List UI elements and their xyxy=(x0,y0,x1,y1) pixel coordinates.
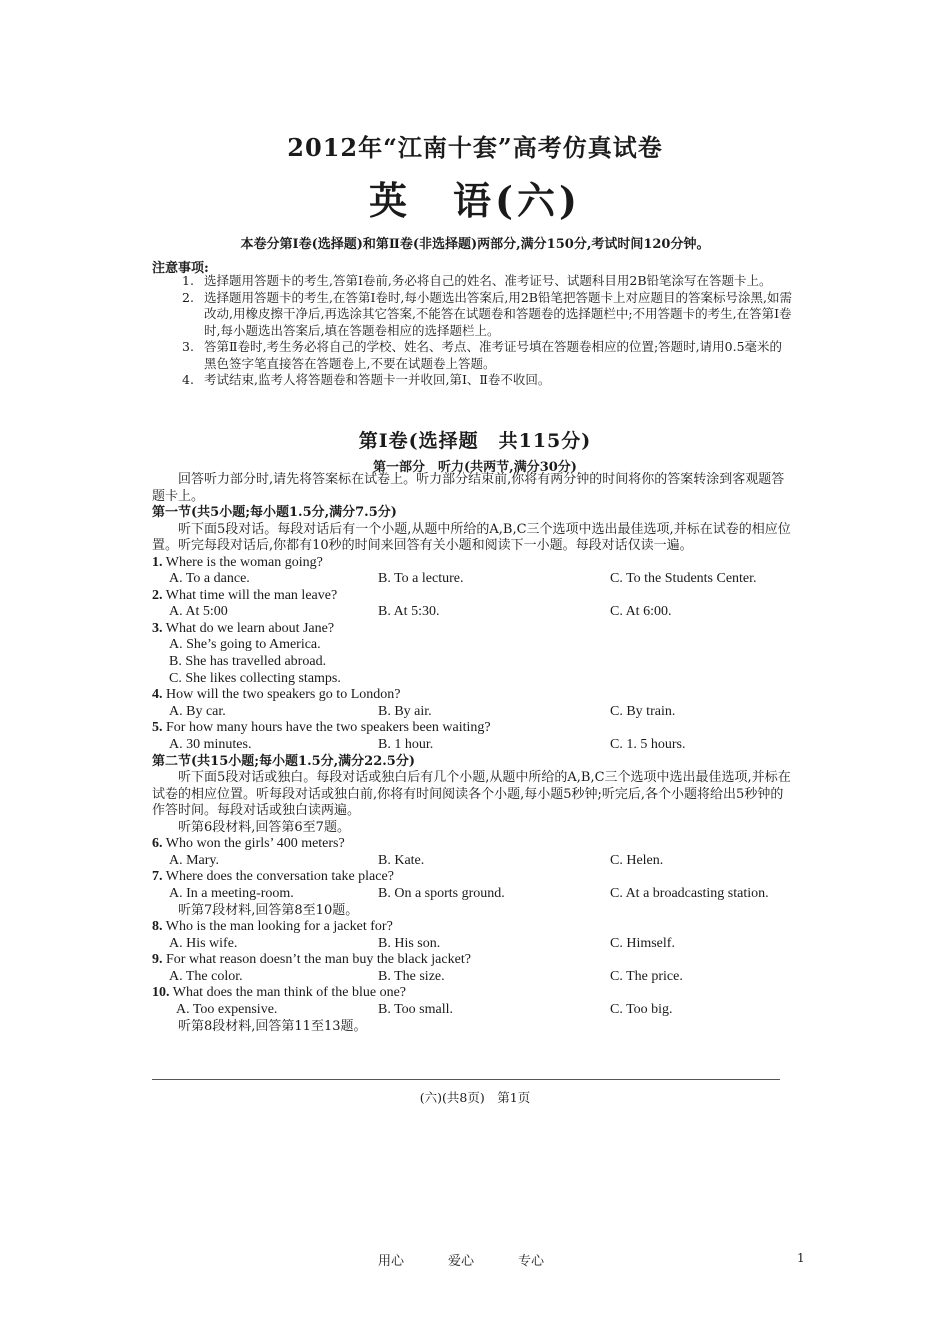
note-number: 3. xyxy=(182,339,194,354)
question-number: 2. xyxy=(152,587,163,603)
option-c: C. By train. xyxy=(610,703,676,719)
option-b: B. By air. xyxy=(378,703,432,719)
footer-divider xyxy=(152,1079,780,1080)
note-text: 答第Ⅱ卷时,考生务必将自己的学校、姓名、考点、准考证号填在答题卷相应的位置;答题时,请用0.5毫米的黑色签字笔直接答在答题卷上,不要在试题卷上答题。 xyxy=(204,339,783,371)
option-c: C. At 6:00. xyxy=(610,604,672,620)
options-7 xyxy=(152,886,794,903)
option-a: A. To a dance. xyxy=(169,571,250,587)
question-number: 4. xyxy=(152,687,163,703)
option-c: C. Himself. xyxy=(610,935,675,951)
options-4 xyxy=(152,704,794,721)
options-2 xyxy=(152,604,794,621)
option-c: C. Helen. xyxy=(610,852,664,868)
question-number: 5. xyxy=(152,720,163,736)
option-b: B. She has travelled abroad. xyxy=(169,654,327,670)
question-number: 9. xyxy=(152,952,163,968)
question-number: 10. xyxy=(152,985,170,1001)
option-b: B. At 5:30. xyxy=(378,604,440,620)
footer-slogan xyxy=(378,1250,588,1269)
options-1 xyxy=(152,571,794,588)
note-number: 2. xyxy=(182,289,194,305)
section-1-intro: 听下面5段对话。每段对话后有一个小题,从题中所给的A,B,C三个选项中选出最佳选项,并标在试卷的相应位置。听完每段对话后,你都有10秒的时间来回答有关小题和阅读下一小题。每段对话仅读一遍。 xyxy=(152,521,791,553)
note-text: 选择题用答题卡的考生,答第Ⅰ卷前,务必将自己的姓名、准考证号、试题科目用2B铅笔涂写在答题卡上。 xyxy=(204,273,772,288)
question-number: 1. xyxy=(152,554,163,570)
option-a: A. 30 minutes. xyxy=(169,737,252,753)
question-8 xyxy=(152,919,794,936)
question-1 xyxy=(152,555,794,572)
option-a: A. In a meeting-room. xyxy=(169,885,294,901)
footer-word: 用心 xyxy=(378,1254,405,1269)
note-item xyxy=(182,372,794,389)
option-c: C. 1. 5 hours. xyxy=(610,737,686,753)
exam-title: 2012年“江南十套”高考仿真试卷 xyxy=(287,133,663,162)
page-number: 1 xyxy=(797,1251,805,1265)
notes-list xyxy=(182,273,794,389)
option-c: C. She likes collecting stamps. xyxy=(169,670,341,686)
note-item xyxy=(182,339,794,372)
option-c: C. To the Students Center. xyxy=(610,571,757,587)
option-a: A. Too expensive. xyxy=(176,1001,278,1017)
options-10 xyxy=(152,1002,794,1019)
question-number: 3. xyxy=(152,620,163,636)
question-text: What does the man think of the blue one? xyxy=(172,985,407,1001)
note-item xyxy=(182,290,794,340)
note-number: 1. xyxy=(182,273,194,288)
option-a: A. His wife. xyxy=(169,935,238,951)
option-b: B. On a sports ground. xyxy=(378,885,505,901)
listening-intro: 回答听力部分时,请先将答案标在试卷上。听力部分结束前,你将有两分钟的时间将你的答案转涂到客观题答题卡上。 xyxy=(152,472,785,504)
notes-title: 注意事项: xyxy=(152,261,209,276)
listening-body xyxy=(152,472,794,1035)
question-text: How will the two speakers go to London? xyxy=(166,687,401,703)
exam-subject: 英 语(六) xyxy=(369,178,581,223)
question-number: 8. xyxy=(152,919,163,934)
question-text: Where is the woman going? xyxy=(165,554,323,570)
options-6 xyxy=(152,853,794,870)
note-text: 选择题用答题卡的考生,在答第Ⅰ卷时,每小题选出答案后,用2B铅笔把答题卡上对应题目的答案标号涂黑,如需改动,用橡皮擦干净后,再选涂其它答案,不能答在试题卷和答题卷的选择题栏中;不用答题卡的考生,在答第Ⅰ卷时,每小题选出答案后,填在答题卷相应的选择题栏上。 xyxy=(204,289,792,338)
question-text: Where does the conversation take place? xyxy=(165,869,394,885)
options-5 xyxy=(152,737,794,754)
question-4 xyxy=(152,687,794,704)
question-10 xyxy=(152,985,794,1002)
material-6-note: 听第6段材料,回答第6至7题。 xyxy=(178,819,350,835)
question-9 xyxy=(152,952,794,969)
question-text: Who won the girls’ 400 meters? xyxy=(165,836,345,852)
question-6 xyxy=(152,836,794,853)
question-text: For what reason doesn’t the man buy the black jacket? xyxy=(166,952,471,968)
material-8-note: 听第8段材料,回答第11至13题。 xyxy=(178,1018,367,1034)
section-1-heading: 第一节(共5小题;每小题1.5分,满分7.5分) xyxy=(152,505,397,520)
part-title: 第Ⅰ卷(选择题 共115分) xyxy=(358,430,592,452)
question-3 xyxy=(152,621,794,638)
option-b: B. His son. xyxy=(378,935,441,951)
page-label: (六)(共8页) 第1页 xyxy=(419,1090,531,1105)
question-number: 7. xyxy=(152,869,163,885)
note-text: 考试结束,监考人将答题卷和答题卡一并收回,第Ⅰ、Ⅱ卷不收回。 xyxy=(204,372,551,387)
question-text: For how many hours have the two speakers been waiting? xyxy=(166,720,491,736)
option-b: B. Kate. xyxy=(378,852,425,868)
option-b: B. 1 hour. xyxy=(378,737,434,753)
footer-word: 爱心 xyxy=(448,1254,475,1269)
question-text: Who is the man looking for a jacket for? xyxy=(165,919,393,934)
question-2 xyxy=(152,588,794,605)
section-2-intro: 听下面5段对话或独白。每段对话或独白后有几个小题,从题中所给的A,B,C三个选项中选出最佳选项,并标在试卷的相应位置。听每段对话或独白前,你将有时间阅读各个小题,每小题5秒钟;听完后,各个小题将给出5秒钟的作答时间。每段对话或独白读两遍。 xyxy=(152,770,791,819)
option-b: B. Too small. xyxy=(378,1001,453,1017)
note-number: 4. xyxy=(182,372,194,387)
section-title: 第一部分 听力(共两节,满分30分) xyxy=(373,460,577,475)
question-7 xyxy=(152,869,794,886)
question-text: What time will the man leave? xyxy=(165,587,338,603)
exam-intro: 本卷分第Ⅰ卷(选择题)和第Ⅱ卷(非选择题)两部分,满分150分,考试时间120分钟。 xyxy=(240,237,710,252)
section-2-heading: 第二节(共15小题;每小题1.5分,满分22.5分) xyxy=(152,753,415,769)
option-a: A. She’s going to America. xyxy=(169,637,321,653)
option-a: A. Mary. xyxy=(169,852,220,868)
option-c: C. The price. xyxy=(610,968,683,984)
option-a: A. By car. xyxy=(169,703,226,719)
options-8 xyxy=(152,936,794,953)
question-number: 6. xyxy=(152,836,163,852)
option-c: C. At a broadcasting station. xyxy=(610,885,769,901)
option-a: A. The color. xyxy=(169,968,243,984)
option-b: B. To a lecture. xyxy=(378,571,464,587)
question-text: What do we learn about Jane? xyxy=(165,620,335,636)
note-item xyxy=(182,273,794,290)
footer-word: 专心 xyxy=(518,1254,545,1269)
material-7-note: 听第7段材料,回答第8至10题。 xyxy=(178,902,359,918)
option-b: B. The size. xyxy=(378,968,445,984)
option-c: C. Too big. xyxy=(610,1001,673,1017)
option-a: A. At 5:00 xyxy=(169,604,228,620)
options-9 xyxy=(152,969,794,986)
question-5 xyxy=(152,720,794,737)
